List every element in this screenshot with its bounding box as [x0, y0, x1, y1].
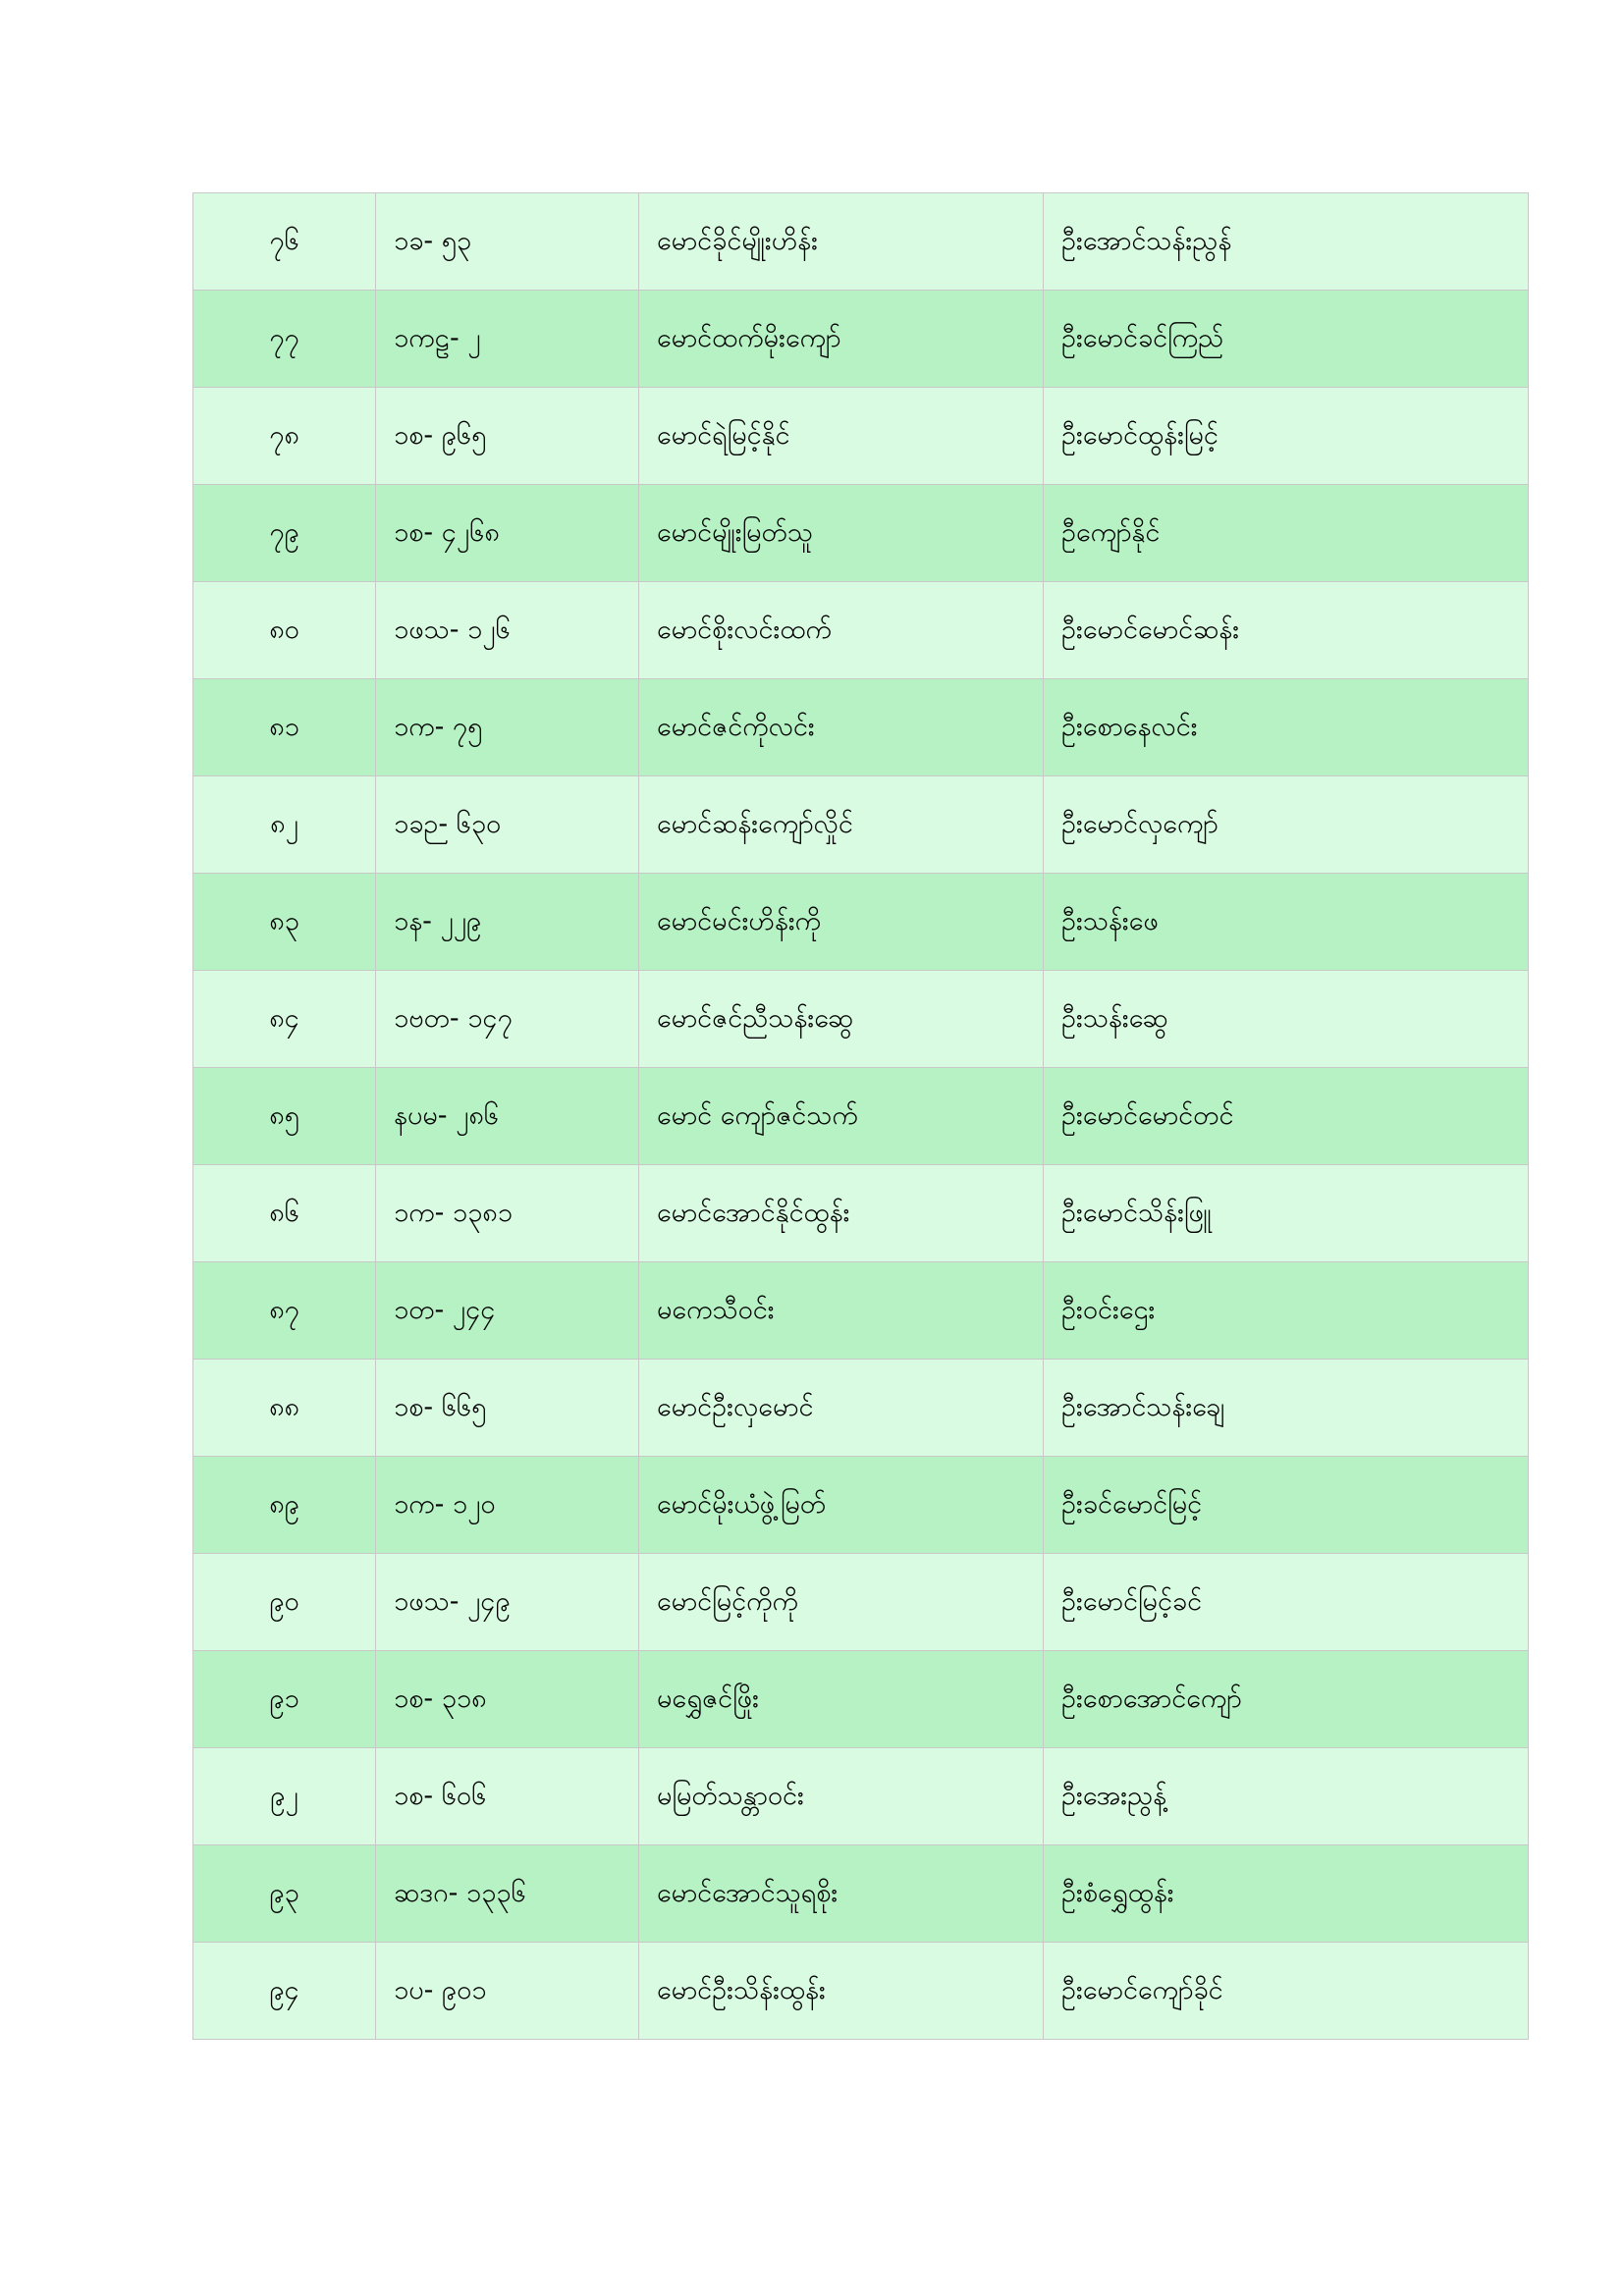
cell-student-name: မောင်ဇင်ညီသန်းဆွေ [639, 971, 1044, 1068]
table-row [193, 582, 1529, 679]
cell-roll-id: ၁တ- ၂၄၄ [376, 1262, 639, 1360]
cell-parent-name: ဦးသန်းဆွေ [1044, 971, 1529, 1068]
cell-roll-id: ၁ခ- ၅၃ [376, 193, 639, 291]
cell-number: ၈၉ [193, 1457, 376, 1554]
cell-number: ၉၂ [193, 1748, 376, 1845]
cell-number: ၈၄ [193, 971, 376, 1068]
cell-number: ၈၃ [193, 874, 376, 971]
table-row [193, 1845, 1529, 1943]
cell-parent-name: ဦးမောင်မောင်ဆန်း [1044, 582, 1529, 679]
cell-parent-name: ဦးစောနေလင်း [1044, 679, 1529, 776]
cell-parent-name: ဦးစောအောင်ကျော် [1044, 1651, 1529, 1748]
cell-student-name: မောင်ရဲမြင့်နိုင် [639, 388, 1044, 485]
cell-parent-name: ဦးအောင်သန်းညွန် [1044, 193, 1529, 291]
cell-number: ၈၈ [193, 1360, 376, 1457]
cell-parent-name: ဦးမောင်ကျော်ခိုင် [1044, 1943, 1529, 2040]
cell-student-name: မမြတ်သန္တာဝင်း [639, 1748, 1044, 1845]
student-list-table-wrapper [192, 192, 1528, 2040]
cell-parent-name: ဦးစံရွှေထွန်း [1044, 1845, 1529, 1943]
table-row [193, 388, 1529, 485]
cell-roll-id: ၁ဖသ- ၂၄၉ [376, 1554, 639, 1651]
table-row [193, 679, 1529, 776]
table-body [193, 193, 1529, 2040]
cell-roll-id: ၁စ- ၆၆၅ [376, 1360, 639, 1457]
cell-parent-name: ဦးအေးညွန့် [1044, 1748, 1529, 1845]
cell-roll-id: ၁စ- ၉၆၅ [376, 388, 639, 485]
cell-student-name: မောင်စိုးလင်းထက် [639, 582, 1044, 679]
cell-student-name: မောင် ကျော်ဇင်သက် [639, 1068, 1044, 1165]
table-row [193, 1943, 1529, 2040]
cell-roll-id: ၁စ- ၃၁၈ [376, 1651, 639, 1748]
cell-number: ၈၆ [193, 1165, 376, 1262]
cell-roll-id: နပမ- ၂၈၆ [376, 1068, 639, 1165]
cell-parent-name: ဦးမောင်သိန်းဖြူ [1044, 1165, 1529, 1262]
cell-number: ၉၁ [193, 1651, 376, 1748]
table-row [193, 1360, 1529, 1457]
cell-number: ၉၄ [193, 1943, 376, 2040]
cell-parent-name: ဦးမောင်ထွန်းမြင့် [1044, 388, 1529, 485]
cell-student-name: မောင်ဇင်ကိုလင်း [639, 679, 1044, 776]
cell-student-name: မရွှေဇင်ဖြိုး [639, 1651, 1044, 1748]
cell-student-name: မောင်ခိုင်မျိုးဟိန်း [639, 193, 1044, 291]
cell-number: ၈၂ [193, 776, 376, 874]
table-row [193, 874, 1529, 971]
cell-parent-name: ဦးမောင်ခင်ကြည် [1044, 291, 1529, 388]
cell-student-name: မောင်မြင့်ကိုကို [639, 1554, 1044, 1651]
cell-student-name: မောင်မင်းဟိန်းကို [639, 874, 1044, 971]
table-row [193, 1165, 1529, 1262]
table-row [193, 1262, 1529, 1360]
table-row [193, 776, 1529, 874]
table-row [193, 1554, 1529, 1651]
cell-number: ၈၀ [193, 582, 376, 679]
cell-number: ၉၃ [193, 1845, 376, 1943]
cell-student-name: မကေသီဝင်း [639, 1262, 1044, 1360]
cell-number: ၇၉ [193, 485, 376, 582]
table-row [193, 1748, 1529, 1845]
cell-number: ၇၆ [193, 193, 376, 291]
cell-student-name: မောင်မျိုးမြတ်သူ [639, 485, 1044, 582]
cell-number: ၈၅ [193, 1068, 376, 1165]
cell-student-name: မောင်မိုးယံဖွဲ့မြတ် [639, 1457, 1044, 1554]
table-row [193, 971, 1529, 1068]
cell-roll-id: ၁စ- ၆၀၆ [376, 1748, 639, 1845]
cell-student-name: မောင်အောင်နိုင်ထွန်း [639, 1165, 1044, 1262]
cell-roll-id: ၁က- ၁၂၀ [376, 1457, 639, 1554]
cell-parent-name: ဦကျော်နိုင် [1044, 485, 1529, 582]
cell-parent-name: ဦးဝင်းဌေး [1044, 1262, 1529, 1360]
cell-number: ၇၇ [193, 291, 376, 388]
cell-roll-id: ဆဒဂ- ၁၃၃၆ [376, 1845, 639, 1943]
cell-roll-id: ၁ခဉ- ၆၃၀ [376, 776, 639, 874]
cell-student-name: မောင်ထက်မိုးကျော် [639, 291, 1044, 388]
student-list-table [192, 192, 1529, 2040]
cell-parent-name: ဦးမောင်မောင်တင် [1044, 1068, 1529, 1165]
cell-student-name: မောင်ဦးလှမောင် [639, 1360, 1044, 1457]
cell-roll-id: ၁ကဠ- ၂ [376, 291, 639, 388]
cell-number: ၈၇ [193, 1262, 376, 1360]
table-row [193, 193, 1529, 291]
cell-parent-name: ဦးခင်မောင်မြင့် [1044, 1457, 1529, 1554]
cell-number: ၈၁ [193, 679, 376, 776]
table-row [193, 1068, 1529, 1165]
cell-number: ၇၈ [193, 388, 376, 485]
cell-number: ၉၀ [193, 1554, 376, 1651]
table-row [193, 291, 1529, 388]
table-row [193, 485, 1529, 582]
cell-student-name: မောင်ဆန်းကျော်လှိုင် [639, 776, 1044, 874]
cell-roll-id: ၁ဗတ- ၁၄၇ [376, 971, 639, 1068]
cell-student-name: မောင်ဦးသိန်းထွန်း [639, 1943, 1044, 2040]
cell-roll-id: ၁န- ၂၂၉ [376, 874, 639, 971]
cell-student-name: မောင်အောင်သူရစိုး [639, 1845, 1044, 1943]
cell-roll-id: ၁စ- ၄၂၆၈ [376, 485, 639, 582]
cell-parent-name: ဦးသန်းဖေ [1044, 874, 1529, 971]
table-row [193, 1651, 1529, 1748]
table-row [193, 1457, 1529, 1554]
cell-roll-id: ၁က- ၇၅ [376, 679, 639, 776]
cell-roll-id: ၁ဖသ- ၁၂၆ [376, 582, 639, 679]
cell-parent-name: ဦးမောင်လှကျော် [1044, 776, 1529, 874]
cell-parent-name: ဦးအောင်သန်းချေ [1044, 1360, 1529, 1457]
cell-parent-name: ဦးမောင်မြင့်ခင် [1044, 1554, 1529, 1651]
cell-roll-id: ၁ပ- ၉၀၁ [376, 1943, 639, 2040]
cell-roll-id: ၁က- ၁၃၈၁ [376, 1165, 639, 1262]
